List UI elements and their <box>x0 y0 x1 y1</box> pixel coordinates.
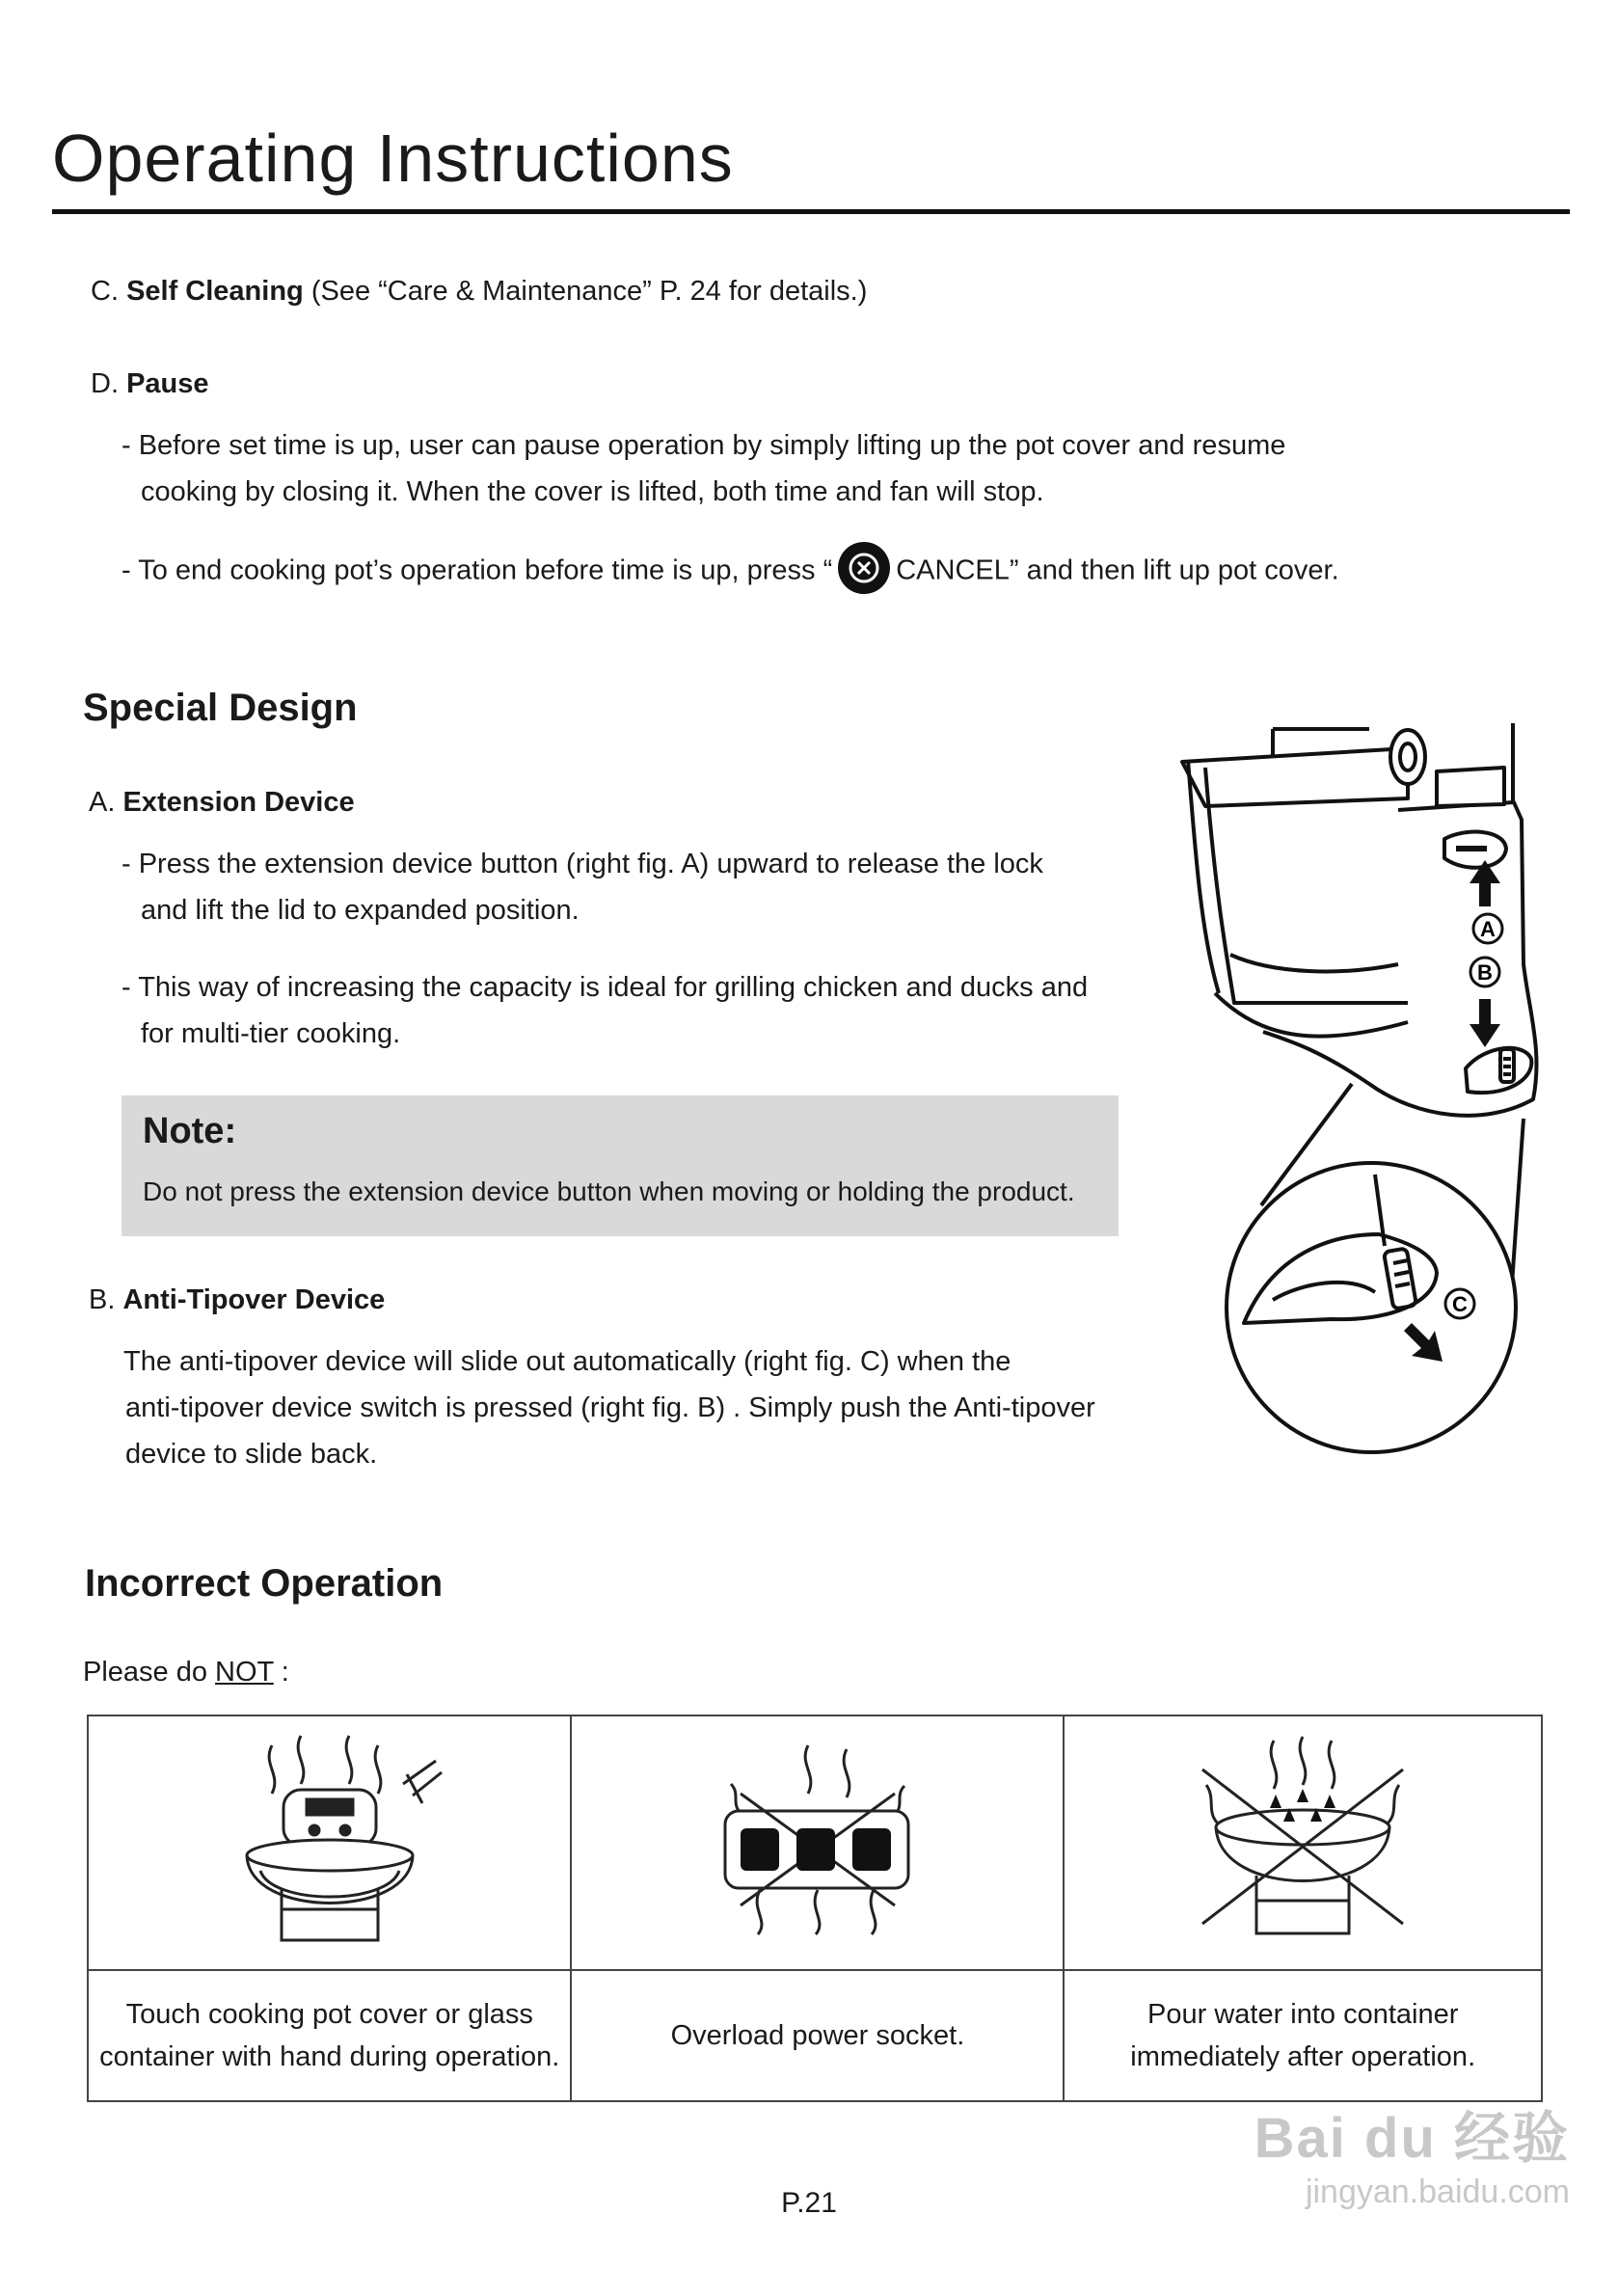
extension-bullet-2-cont: for multi-tier cooking. <box>141 1018 401 1049</box>
pause-bullet-2-text-end: CANCEL” and then lift up pot cover. <box>896 554 1339 586</box>
please-do-not <box>83 1649 289 1695</box>
section-c-heading: Self Cleaning <box>126 276 304 307</box>
section-d-prefix: D. <box>91 368 119 399</box>
pour-water-illustration-cell <box>1064 1715 1542 1970</box>
incorrect-cell-2-line-1: Overload power socket. <box>670 2020 965 2051</box>
note-text: Do not press the extension device button when moving or holding the product. <box>143 1176 1075 1206</box>
anti-tipover-title <box>89 1277 385 1323</box>
section-d-heading: Pause <box>126 368 209 399</box>
watermark-url: jingyan.baidu.com <box>1305 2174 1570 2210</box>
cancel-button-icon <box>838 542 890 594</box>
incorrect-cell-3-line-1: Pour water into container <box>1147 1999 1459 2030</box>
extension-heading: Extension Device <box>122 787 355 818</box>
baidu-watermark <box>1254 2093 1570 2211</box>
hot-cover-illustration-cell <box>88 1715 571 1970</box>
anti-tipover-line-3: device to slide back. <box>125 1439 378 1470</box>
incorrect-cell-1 <box>88 1970 571 2101</box>
extension-device-figure <box>1176 714 1562 1466</box>
figure-label-c: C <box>1452 1292 1468 1316</box>
section-c-note: (See “Care & Maintenance” P. 24 for details.) <box>310 276 868 307</box>
anti-tipover-line-1: The anti-tipover device will slide out automatically (right fig. C) when the <box>123 1346 1011 1377</box>
extension-device-title <box>89 779 355 825</box>
page-title: Operating Instructions <box>52 121 734 196</box>
incorrect-operation-table <box>87 1715 1543 2102</box>
hot-cover-icon <box>214 1726 445 1948</box>
pause-bullet-1-cont: cooking by closing it. When the cover is lifted, both time and fan will stop. <box>141 476 1044 507</box>
extension-bullet-1: - Press the extension device button (right fig. A) upward to release the lock <box>121 849 1043 879</box>
power-socket-icon <box>712 1736 924 1938</box>
pause-bullet-2-text: - To end cooking pot’s operation before time is up, press “ <box>121 554 833 586</box>
pause-bullet-2 <box>121 546 1339 598</box>
incorrect-cell-2 <box>571 1970 1064 2101</box>
page-number: P.21 <box>781 2187 837 2219</box>
please-do-suffix: : <box>273 1657 289 1688</box>
section-d-title <box>91 361 209 407</box>
special-design-heading: Special Design <box>83 687 358 729</box>
incorrect-operation-heading: Incorrect Operation <box>85 1562 444 1605</box>
incorrect-cell-1-line-1: Touch cooking pot cover or glass <box>125 1999 533 2030</box>
anti-tipover-line-2: anti-tipover device switch is pressed (right fig. B) . Simply push the Anti-tipover <box>125 1392 1095 1423</box>
extension-prefix: A. <box>89 787 116 818</box>
incorrect-cell-3 <box>1064 1970 1542 2101</box>
please-do-prefix: Please do <box>83 1657 216 1688</box>
note-title: Note: <box>143 1111 237 1151</box>
anti-tipover-heading: Anti-Tipover Device <box>122 1284 386 1315</box>
anti-tipover-prefix: B. <box>89 1284 116 1315</box>
extension-bullet-1-cont: and lift the lid to expanded position. <box>141 895 580 926</box>
incorrect-cell-1-line-2: container with hand during operation. <box>99 2041 560 2072</box>
incorrect-cell-3-line-2: immediately after operation. <box>1130 2041 1476 2072</box>
watermark-brand: Bai du 经验 <box>1254 2107 1570 2170</box>
section-c <box>91 268 867 314</box>
section-c-prefix: C. <box>91 276 119 307</box>
title-divider <box>52 209 1570 214</box>
not-emphasis: NOT <box>215 1657 274 1688</box>
pour-water-icon <box>1187 1731 1418 1943</box>
figure-label-b: B <box>1477 960 1493 985</box>
extension-bullet-2: - This way of increasing the capacity is ideal for grilling chicken and ducks and <box>121 972 1089 1003</box>
power-socket-illustration-cell <box>571 1715 1064 1970</box>
note-box <box>121 1095 1119 1236</box>
figure-label-a: A <box>1480 917 1496 941</box>
pause-bullet-1: - Before set time is up, user can pause operation by simply lifting up the pot cover and resume <box>121 430 1286 461</box>
